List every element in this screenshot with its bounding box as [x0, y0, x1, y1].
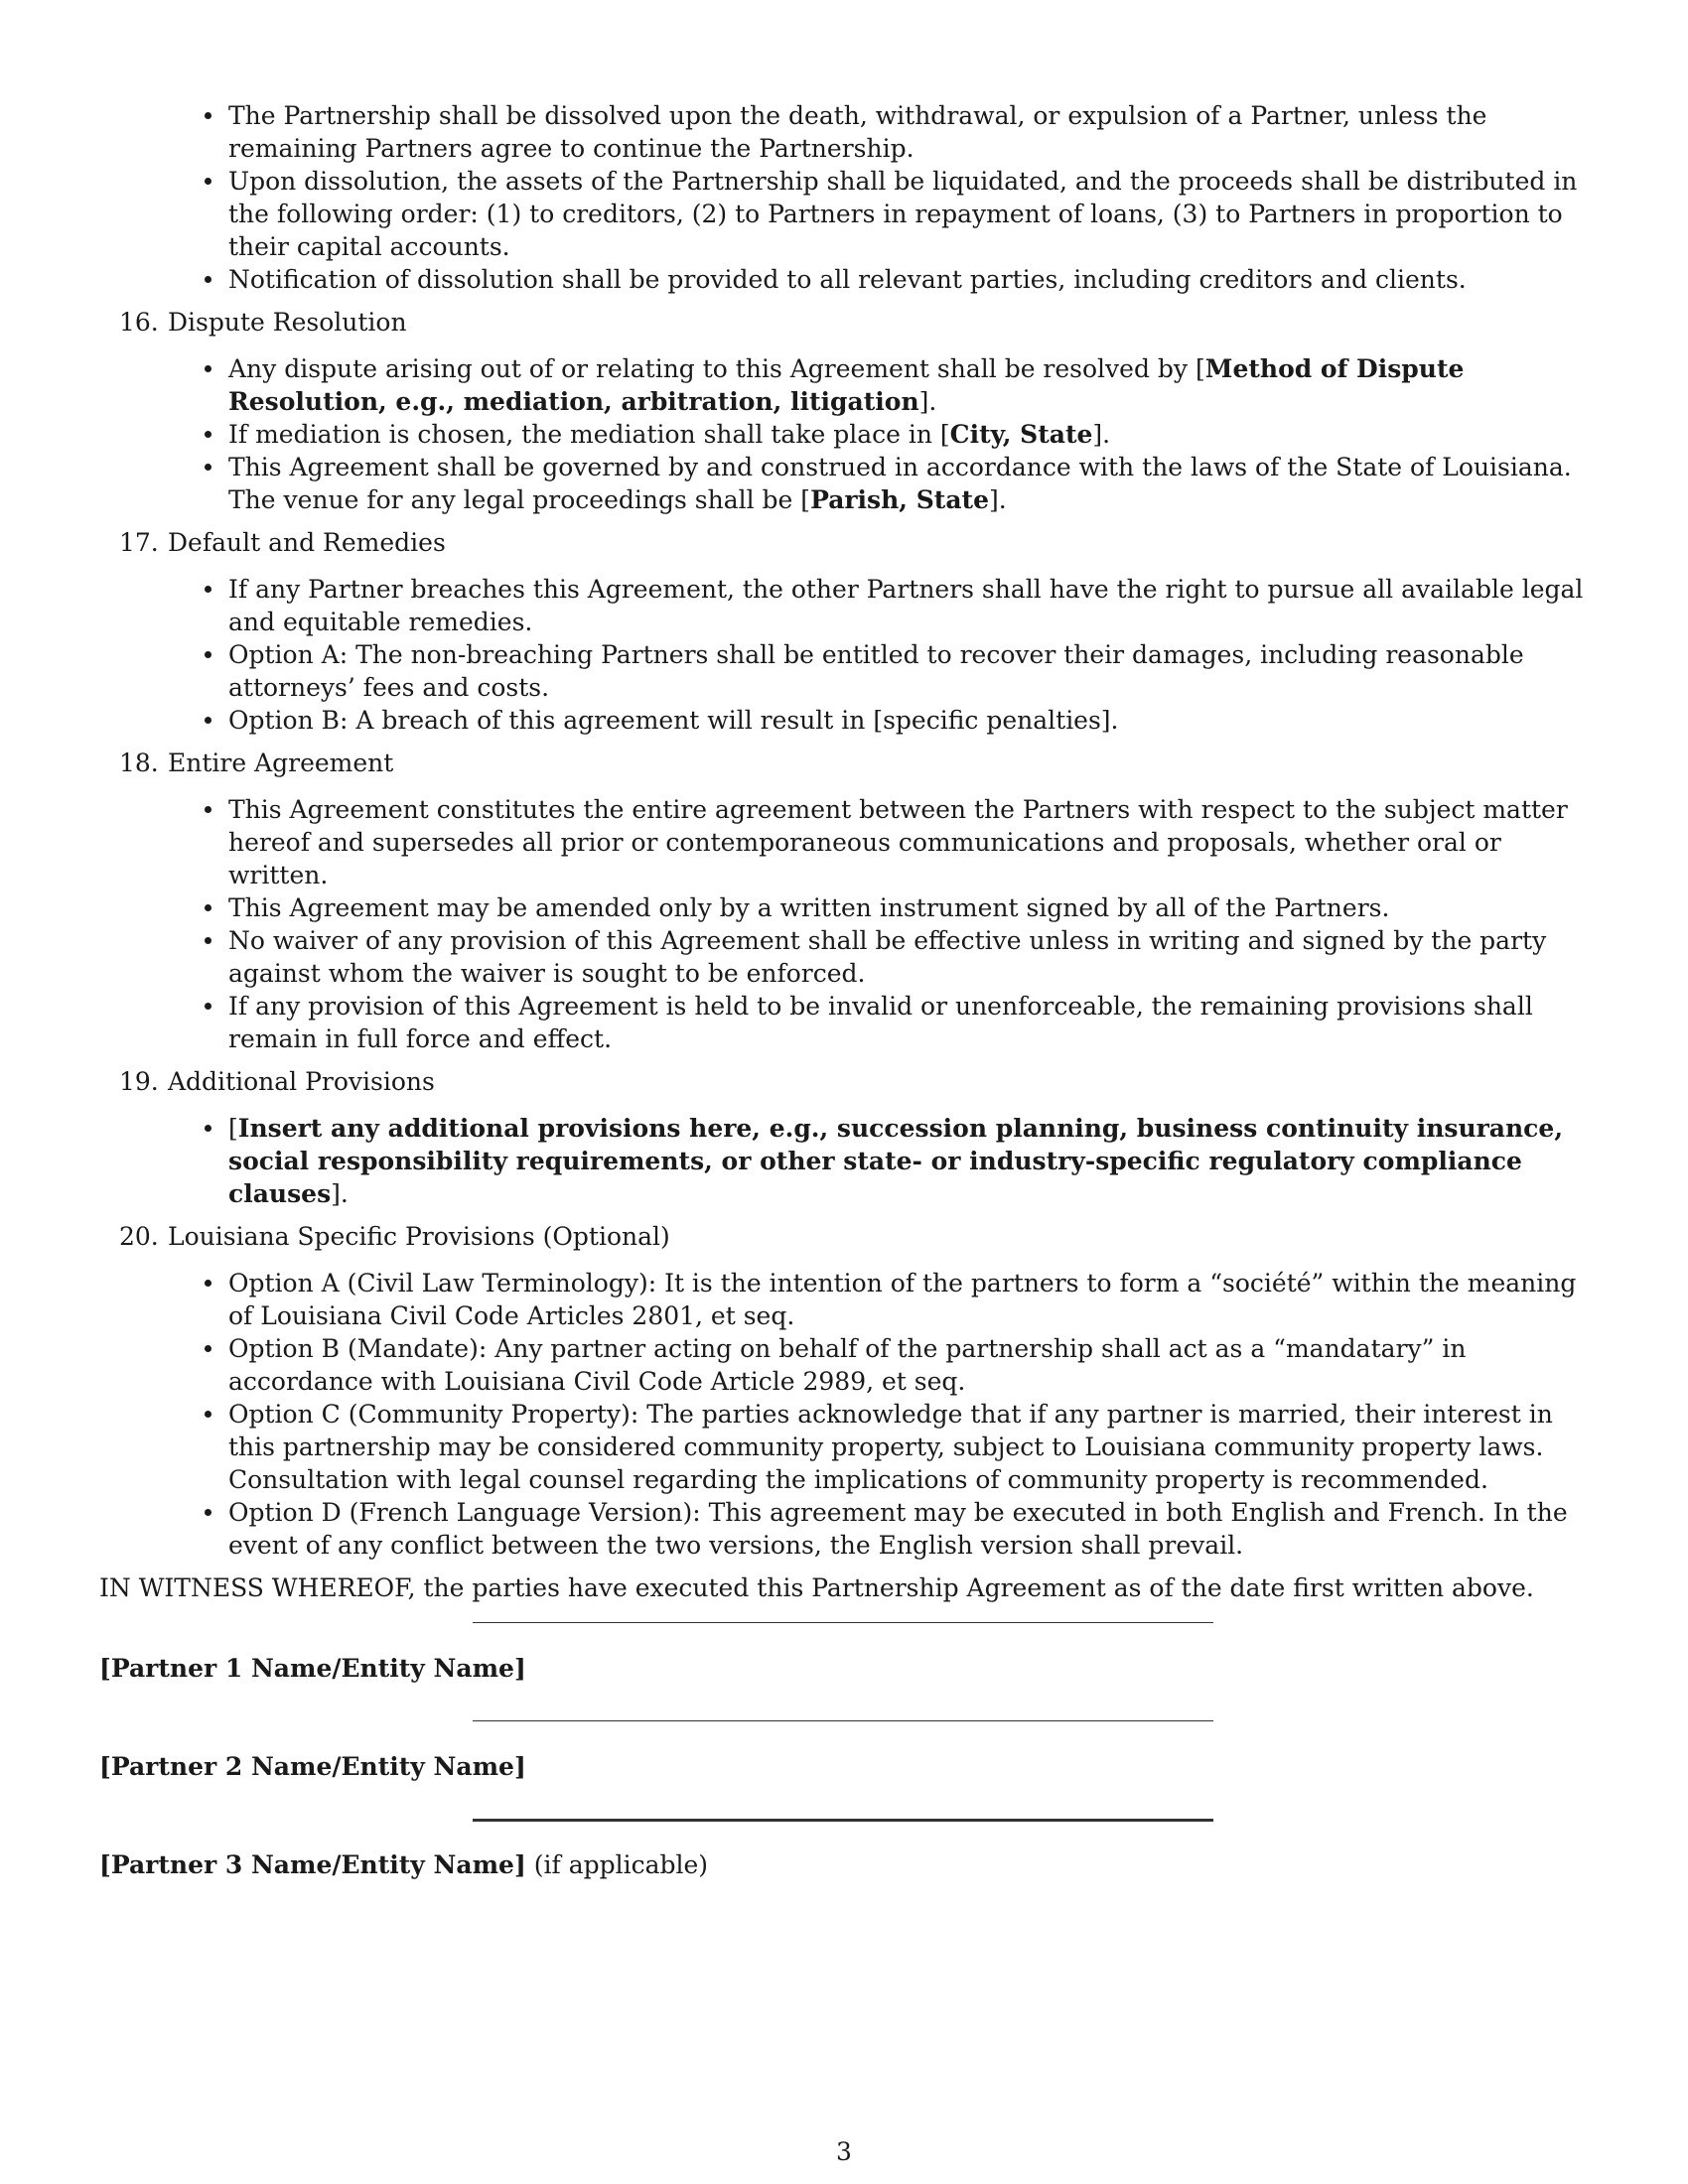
section-number: 19. [119, 1067, 159, 1096]
signature-block-2 [99, 1703, 1589, 1801]
section-heading [99, 526, 1589, 559]
section-bullets [228, 573, 1589, 737]
list-item: Option B: A breach of this agreement will result in [specific penalties]. [228, 704, 1589, 737]
section-number: 16. [119, 308, 159, 337]
list-item: Notification of dissolution shall be provided to all relevant parties, including creditors and clients. [228, 263, 1589, 296]
signature-block-3 [99, 1801, 1589, 1899]
signatory-label: [Partner 1 Name/Entity Name] [99, 1654, 526, 1683]
list-item: If any provision of this Agreement is held to be invalid or unenforceable, the remaining provisions shall remain in full force and effect. [228, 990, 1589, 1055]
section-title: Dispute Resolution [168, 308, 407, 337]
section-heading [99, 747, 1589, 779]
list-item: This Agreement may be amended only by a written instrument signed by all of the Partners. [228, 891, 1589, 924]
section-17 [99, 526, 1589, 737]
section-title: Entire Agreement [168, 749, 394, 777]
list-item: No waiver of any provision of this Agreement shall be effective unless in writing and signed by the party against whom the waiver is sought to be enforced. [228, 924, 1589, 990]
section-number: 20. [119, 1222, 159, 1251]
section-heading [99, 306, 1589, 339]
signature-block-1 [99, 1604, 1589, 1703]
list-item: This Agreement constitutes the entire agreement between the Partners with respect to the subject matter hereof and supersedes all prior or contemporaneous communications and proposals, whether oral or written. [228, 793, 1589, 891]
placeholder-field: Method of Dispute Resolution, e.g., mediation, arbitration, litigation [228, 354, 1465, 416]
list-item: If mediation is chosen, the mediation shall take place in [City, State]. [228, 418, 1589, 451]
list-item: Upon dissolution, the assets of the Partnership shall be liquidated, and the proceeds shall be distributed in the following order: (1) to creditors, (2) to Partners in repayment of loans, (3) to Partners in proportion to their capital accounts. [228, 165, 1589, 263]
list-item: Option D (French Language Version): This agreement may be executed in both English and French. In the event of any conflict between the two versions, the English version shall prevail. [228, 1496, 1589, 1562]
section-number: 18. [119, 749, 159, 777]
dissolution-bullets [228, 99, 1589, 296]
signatory-label: [Partner 3 Name/Entity Name] (if applicable) [99, 1850, 709, 1879]
signature-line [473, 1720, 1213, 1721]
placeholder-field: Parish, State [810, 485, 989, 514]
list-item: Option A (Civil Law Terminology): It is the intention of the partners to form a “société” within the meaning of Louisiana Civil Code Articles 2801, et seq. [228, 1267, 1589, 1332]
page-number: 3 [836, 2137, 852, 2166]
section-18 [99, 747, 1589, 1055]
list-item: This Agreement shall be governed by and construed in accordance with the laws of the State of Louisiana. The venue for any legal proceedings shall be [Parish, State]. [228, 451, 1589, 516]
section-title: Additional Provisions [168, 1067, 435, 1096]
section-number: 17. [119, 528, 159, 557]
page-content [99, 99, 1589, 1899]
section-19 [99, 1065, 1589, 1210]
list-item: [Insert any additional provisions here, e.g., succession planning, business continuity insurance, social responsibility requirements, or other state- or industry-specific regulatory compliance clauses]. [228, 1112, 1589, 1210]
section-20 [99, 1220, 1589, 1562]
section-bullets [228, 352, 1589, 516]
section-heading [99, 1065, 1589, 1098]
witness-clause: IN WITNESS WHEREOF, the parties have executed this Partnership Agreement as of the date first written above. [99, 1573, 1534, 1602]
section-title: Default and Remedies [168, 528, 446, 557]
list-item: Any dispute arising out of or relating to this Agreement shall be resolved by [Method of Dispute Resolution, e.g., mediation, arbitration, litigation]. [228, 352, 1589, 418]
list-item: The Partnership shall be dissolved upon the death, withdrawal, or expulsion of a Partner, unless the remaining Partners agree to continue the Partnership. [228, 99, 1589, 165]
placeholder-field: Insert any additional provisions here, e.g., succession planning, business continuity insurance, social responsibility requirements, or other state- or industry-specific regulatory compliance clauses [228, 1114, 1564, 1208]
signature-line [473, 1622, 1213, 1623]
section-bullets [228, 1112, 1589, 1210]
section-bullets [228, 793, 1589, 1055]
list-item: Option C (Community Property): The parties acknowledge that if any partner is married, their interest in this partnership may be considered community property, subject to Louisiana community property laws. Consultation with legal counsel regarding the implications of community property is recommended. [228, 1398, 1589, 1496]
section-title: Louisiana Specific Provisions (Optional) [168, 1222, 670, 1251]
section-heading [99, 1220, 1589, 1253]
section-bullets [228, 1267, 1589, 1562]
signatory-label: [Partner 2 Name/Entity Name] [99, 1752, 526, 1781]
list-item: Option A: The non-breaching Partners shall be entitled to recover their damages, including reasonable attorneys’ fees and costs. [228, 638, 1589, 704]
signature-line [473, 1819, 1213, 1822]
list-item: If any Partner breaches this Agreement, the other Partners shall have the right to pursue all available legal and equitable remedies. [228, 573, 1589, 638]
section-16 [99, 306, 1589, 516]
section-list [99, 306, 1589, 1562]
placeholder-field: City, State [949, 420, 1093, 449]
list-item: Option B (Mandate): Any partner acting on behalf of the partnership shall act as a “mandatary” in accordance with Louisiana Civil Code Article 2989, et seq. [228, 1332, 1589, 1398]
